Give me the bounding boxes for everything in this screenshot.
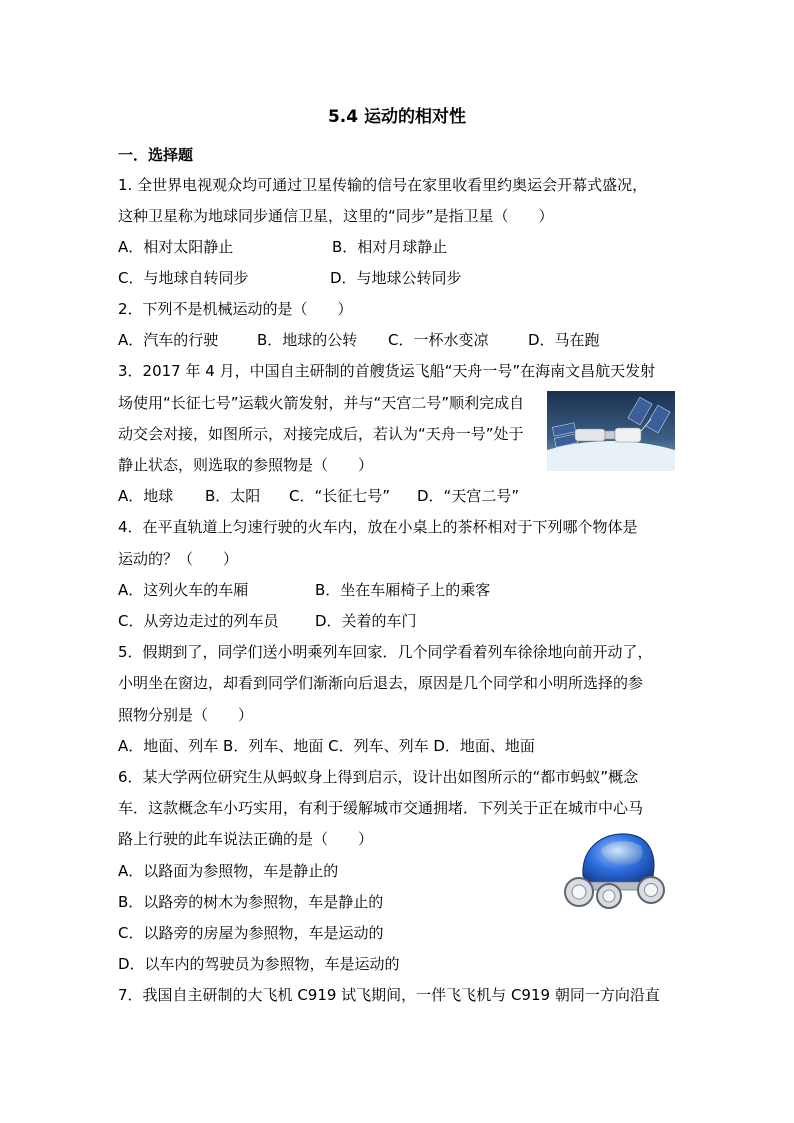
ant-car-illustration	[553, 826, 671, 914]
q1-option-b: B．相对月球静止	[332, 238, 448, 256]
q2-option-b: B．地球的公转	[257, 331, 358, 349]
q6-option-d: D．以车内的驾驶员为参照物，车是运动的	[118, 955, 400, 973]
space-station-illustration	[547, 391, 675, 471]
q5-options: A．地面、列车 B．列车、地面 C．列车、列车 D．地面、地面	[118, 737, 535, 755]
q5-stem-line1: 5．假期到了，同学们送小明乘列车回家．几个同学看着列车徐徐地向前开动了，	[118, 643, 653, 661]
q2-option-d: D．马在跑	[528, 331, 600, 349]
q3-stem-line3: 动交会对接，如图所示，对接完成后，若认为“天舟一号”处于	[118, 425, 524, 443]
q5-stem-line2: 小明坐在窗边，却看到同学们渐渐向后退去，原因是几个同学和小明所选择的参	[118, 674, 644, 692]
q7-stem-line1: 7．我国自主研制的大飞机 C919 试飞期间，一伴飞飞机与 C919 朝同一方向沿直	[118, 986, 660, 1004]
q1-stem-line1: 1. 全世界电视观众均可通过卫星传输的信号在家里收看里约奥运会开幕式盛况，	[118, 176, 648, 194]
q4-option-a: A．这列火车的车厢	[118, 581, 249, 599]
q4-stem-line1: 4．在平直轨道上匀速行驶的火车内，放在小桌上的茶杯相对于下列哪个物体是	[118, 518, 638, 536]
q3-option-d: D．“天宫二号”	[417, 487, 520, 505]
q1-option-c: C．与地球自转同步	[118, 269, 249, 287]
q6-option-b: B．以路旁的树木为参照物，车是静止的	[118, 893, 384, 911]
q3-option-c: C．“长征七号”	[289, 487, 391, 505]
page-title: 5.4 运动的相对性	[327, 107, 467, 127]
q1-option-a: A．相对太阳静止	[118, 238, 234, 256]
q6-option-a: A．以路面为参照物，车是静止的	[118, 862, 339, 880]
q4-option-c: C．从旁边走过的列车员	[118, 612, 279, 630]
q1-option-d: D．与地球公转同步	[330, 269, 462, 287]
q6-option-c: C．以路旁的房屋为参照物，车是运动的	[118, 924, 384, 942]
q4-stem-line2: 运动的？（ ）	[118, 550, 239, 568]
q6-stem-line3: 路上行驶的此车说法正确的是（ ）	[118, 830, 374, 848]
q3-stem-line4: 静止状态，则选取的参照物是（ ）	[118, 456, 374, 474]
q2-stem: 2．下列不是机械运动的是（ ）	[118, 300, 353, 318]
q5-stem-line3: 照物分别是（ ）	[118, 706, 254, 724]
q1-stem-line2: 这种卫星称为地球同步通信卫星，这里的“同步”是指卫星（ ）	[118, 207, 554, 225]
space-station-image	[547, 391, 675, 471]
q4-option-d: D．关着的车门	[315, 612, 417, 630]
q4-option-b: B．坐在车厢椅子上的乘客	[315, 581, 491, 599]
q6-stem-line1: 6．某大学两位研究生从蚂蚁身上得到启示，设计出如图所示的“都市蚂蚁”概念	[118, 768, 639, 786]
q6-stem-line2: 车．这款概念车小巧实用，有利于缓解城市交通拥堵．下列关于正在城市中心马	[118, 799, 644, 817]
ant-car-image	[553, 826, 671, 914]
section-heading: 一．选择题	[118, 146, 194, 164]
q3-stem-line2: 场使用“长征七号”运载火箭发射，并与“天宫二号”顺利完成自	[118, 394, 525, 412]
q3-option-a: A．地球	[118, 487, 174, 505]
q2-option-c: C．一杯水变凉	[388, 331, 489, 349]
q3-option-b: B．太阳	[205, 487, 261, 505]
q2-option-a: A．汽车的行驶	[118, 331, 219, 349]
q3-stem-line1: 3．2017 年 4 月，中国自主研制的首艘货运飞船“天舟一号”在海南文昌航天发射	[118, 362, 656, 380]
